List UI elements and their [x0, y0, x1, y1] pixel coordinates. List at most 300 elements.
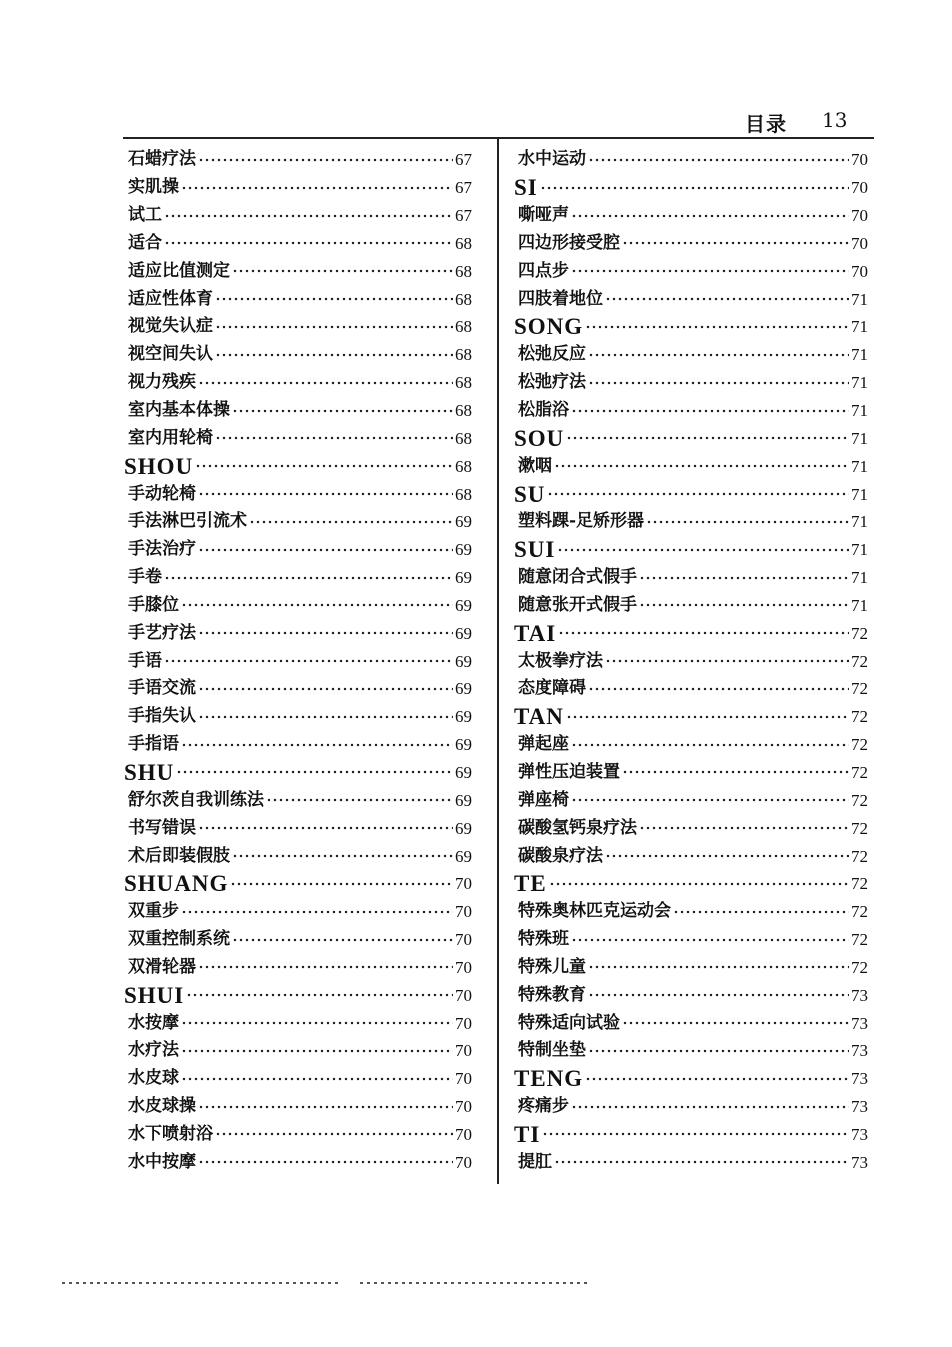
entry-page-number: 67: [455, 206, 472, 226]
entry-page-number: 70: [455, 957, 472, 977]
entry-page-number: 68: [455, 233, 472, 253]
dot-leader: [639, 601, 849, 609]
entry-term: 提肛: [518, 1151, 552, 1172]
index-entry: [124, 1065, 472, 1093]
index-entry: [124, 898, 472, 926]
entry-term: 手法淋巴引流术: [128, 511, 247, 532]
header-title: 目录: [745, 112, 787, 136]
entry-page-number: 70: [851, 206, 868, 226]
dot-leader: [588, 685, 849, 693]
entry-term: 手指语: [128, 734, 179, 755]
entry-term: 四边形接受腔: [518, 232, 620, 253]
heading-pinyin: SONG: [514, 314, 584, 340]
dot-leader: [198, 1158, 453, 1166]
entry-term: 水疗法: [128, 1040, 179, 1061]
dot-leader: [571, 267, 849, 275]
entry-term: 试工: [128, 205, 162, 226]
heading-pinyin: SHOU: [124, 453, 194, 479]
entry-page-number: 69: [455, 595, 472, 615]
dot-leader: [622, 768, 849, 776]
index-section-heading: [514, 619, 868, 647]
dot-leader: [176, 768, 453, 776]
dot-leader: [249, 518, 453, 526]
heading-pinyin: TAI: [514, 620, 557, 646]
index-entry: [514, 257, 868, 285]
heading-pinyin: SHU: [124, 759, 175, 785]
entry-page-number: 73: [851, 1097, 868, 1117]
index-entry: [124, 202, 472, 230]
entry-term: 弹性压迫装置: [518, 761, 620, 782]
entry-term: 松弛反应: [518, 344, 586, 365]
index-entry: [124, 536, 472, 564]
dot-leader: [215, 323, 453, 331]
dot-leader: [588, 1047, 849, 1055]
entry-term: 适应性体育: [128, 288, 213, 309]
entry-page-number: 71: [851, 456, 868, 476]
scan-artifact: [360, 1282, 590, 1284]
entry-page-number: 70: [455, 985, 472, 1005]
dot-leader: [198, 156, 453, 164]
entry-page-number: 69: [455, 735, 472, 755]
dot-leader: [232, 852, 453, 860]
index-entry: [514, 202, 868, 230]
entry-page-number: 68: [455, 317, 472, 337]
heading-pinyin: TAN: [514, 704, 564, 730]
entry-page-number: 71: [851, 373, 868, 393]
dot-leader: [588, 991, 849, 999]
dot-leader: [198, 379, 453, 387]
entry-term: 水皮球操: [128, 1096, 196, 1117]
dot-leader: [198, 824, 453, 832]
index-entry: [514, 786, 868, 814]
dot-leader: [181, 601, 453, 609]
dot-leader: [622, 1019, 849, 1027]
entry-term: 舒尔茨自我训练法: [128, 789, 264, 810]
entry-page-number: 72: [851, 818, 868, 838]
dot-leader: [232, 407, 453, 415]
dot-leader: [566, 713, 849, 721]
index-column-right: [514, 146, 868, 1176]
index-entry: [514, 452, 868, 480]
entry-page-number: 68: [455, 401, 472, 421]
entry-page-number: 69: [455, 540, 472, 560]
entry-page-number: 72: [851, 762, 868, 782]
entry-term: 水中运动: [518, 149, 586, 170]
entry-page-number: 69: [455, 790, 472, 810]
dot-leader: [605, 657, 849, 665]
index-entry: [514, 230, 868, 258]
heading-pinyin: TI: [514, 1121, 541, 1147]
heading-pinyin: SU: [514, 481, 546, 507]
index-entry: [514, 592, 868, 620]
entry-term: 四点步: [518, 260, 569, 281]
entry-term: 手动轮椅: [128, 483, 196, 504]
dot-leader: [198, 490, 453, 498]
entry-term: 双重步: [128, 901, 179, 922]
index-entry: [124, 424, 472, 452]
entry-term: 室内用轮椅: [128, 427, 213, 448]
index-entry: [514, 981, 868, 1009]
index-section-heading: [514, 536, 868, 564]
index-entry: [124, 1037, 472, 1065]
dot-leader: [585, 323, 849, 331]
dot-leader: [164, 212, 453, 220]
dot-leader: [181, 1075, 453, 1083]
dot-leader: [215, 351, 453, 359]
index-entry: [124, 369, 472, 397]
header-page-number: 13: [822, 108, 848, 132]
index-entry: [124, 592, 472, 620]
index-entry: [514, 1093, 868, 1121]
index-entry: [124, 397, 472, 425]
dot-leader: [181, 1047, 453, 1055]
entry-page-number: 68: [455, 345, 472, 365]
dot-leader: [181, 184, 453, 192]
dot-leader: [195, 462, 453, 470]
entry-page-number: 70: [455, 1124, 472, 1144]
dot-leader: [181, 741, 453, 749]
entry-page-number: 68: [455, 484, 472, 504]
entry-page-number: 72: [851, 790, 868, 810]
index-entry: [514, 731, 868, 759]
dot-leader: [215, 1130, 453, 1138]
entry-term: 双重控制系统: [128, 929, 230, 950]
dot-leader: [547, 490, 849, 498]
dot-leader: [549, 880, 849, 888]
dot-leader: [164, 574, 453, 582]
entry-page-number: 71: [851, 401, 868, 421]
entry-page-number: 72: [851, 679, 868, 699]
index-section-heading: [124, 870, 472, 898]
index-entry: [124, 842, 472, 870]
index-entry: [514, 675, 868, 703]
dot-leader: [673, 908, 849, 916]
heading-pinyin: TE: [514, 871, 547, 897]
entry-page-number: 70: [851, 233, 868, 253]
dot-leader: [181, 1019, 453, 1027]
index-entry: [514, 759, 868, 787]
entry-page-number: 68: [455, 456, 472, 476]
entry-page-number: 72: [851, 735, 868, 755]
dot-leader: [164, 657, 453, 665]
entry-page-number: 67: [455, 150, 472, 170]
entry-term: 手膝位: [128, 594, 179, 615]
index-entry: [514, 564, 868, 592]
entry-page-number: 71: [851, 289, 868, 309]
entry-page-number: 71: [851, 317, 868, 337]
index-entry: [514, 647, 868, 675]
entry-term: 手卷: [128, 567, 162, 588]
entry-term: 弹起座: [518, 734, 569, 755]
index-entry: [514, 898, 868, 926]
dot-leader: [230, 880, 453, 888]
index-section-heading: [514, 1121, 868, 1149]
index-entry: [124, 313, 472, 341]
entry-page-number: 73: [851, 1013, 868, 1033]
entry-term: 四肢着地位: [518, 288, 603, 309]
heading-pinyin: SHUI: [124, 982, 185, 1008]
index-section-heading: [514, 480, 868, 508]
dot-leader: [198, 685, 453, 693]
index-section-heading: [514, 424, 868, 452]
entry-term: 水中按摩: [128, 1151, 196, 1172]
entry-page-number: 69: [455, 568, 472, 588]
entry-page-number: 69: [455, 707, 472, 727]
dot-leader: [639, 824, 849, 832]
dot-leader: [542, 1130, 849, 1138]
entry-term: 适应比值测定: [128, 260, 230, 281]
column-divider: [497, 137, 499, 1184]
entry-page-number: 73: [851, 985, 868, 1005]
dot-leader: [266, 796, 453, 804]
index-entry: [124, 675, 472, 703]
index-entry: [124, 953, 472, 981]
entry-term: 特殊儿童: [518, 956, 586, 977]
dot-leader: [232, 936, 453, 944]
entry-page-number: 69: [455, 651, 472, 671]
entry-term: 弹座椅: [518, 789, 569, 810]
entry-term: 手语交流: [128, 678, 196, 699]
index-entry: [514, 842, 868, 870]
entry-term: 水按摩: [128, 1012, 179, 1033]
entry-page-number: 69: [455, 762, 472, 782]
index-entry: [514, 285, 868, 313]
index-entry: [124, 480, 472, 508]
heading-pinyin: SUI: [514, 537, 556, 563]
index-column-left: [124, 146, 472, 1176]
entry-term: 适合: [128, 232, 162, 253]
entry-page-number: 72: [851, 707, 868, 727]
entry-term: 漱咽: [518, 455, 552, 476]
index-entry: [514, 926, 868, 954]
entry-page-number: 70: [455, 902, 472, 922]
index-entry: [124, 786, 472, 814]
entry-page-number: 71: [851, 512, 868, 532]
entry-page-number: 70: [851, 150, 868, 170]
entry-term: 碳酸氢钙泉疗法: [518, 817, 637, 838]
dot-leader: [186, 991, 453, 999]
entry-term: 实肌操: [128, 177, 179, 198]
entry-page-number: 70: [455, 930, 472, 950]
entry-page-number: 71: [851, 345, 868, 365]
dot-leader: [571, 796, 849, 804]
entry-page-number: 72: [851, 930, 868, 950]
entry-term: 态度障碍: [518, 678, 586, 699]
entry-page-number: 69: [455, 623, 472, 643]
entry-page-number: 71: [851, 484, 868, 504]
dot-leader: [585, 1075, 849, 1083]
entry-page-number: 69: [455, 679, 472, 699]
dot-leader: [198, 963, 453, 971]
scan-artifact: [62, 1282, 342, 1284]
entry-term: 特殊班: [518, 929, 569, 950]
entry-page-number: 70: [455, 874, 472, 894]
entry-term: 松弛疗法: [518, 372, 586, 393]
index-entry: [124, 1093, 472, 1121]
dot-leader: [164, 239, 453, 247]
entry-page-number: 72: [851, 651, 868, 671]
dot-leader: [646, 518, 849, 526]
index-entry: [124, 257, 472, 285]
entry-page-number: 68: [455, 428, 472, 448]
index-section-heading: [514, 870, 868, 898]
entry-page-number: 72: [851, 874, 868, 894]
dot-leader: [232, 267, 453, 275]
entry-term: 视空间失认: [128, 344, 213, 365]
index-section-heading: [124, 981, 472, 1009]
entry-term: 松脂浴: [518, 400, 569, 421]
heading-pinyin: SHUANG: [124, 871, 229, 897]
dot-leader: [622, 239, 849, 247]
index-entry: [124, 731, 472, 759]
dot-leader: [215, 295, 453, 303]
dot-leader: [215, 434, 453, 442]
entry-page-number: 72: [851, 957, 868, 977]
index-section-heading: [514, 1065, 868, 1093]
entry-term: 随意张开式假手: [518, 594, 637, 615]
index-entry: [124, 619, 472, 647]
index-entry: [514, 1009, 868, 1037]
index-entry: [124, 814, 472, 842]
entry-term: 太极拳疗法: [518, 650, 603, 671]
entry-page-number: 68: [455, 289, 472, 309]
entry-page-number: 71: [851, 595, 868, 615]
dot-leader: [588, 379, 849, 387]
index-entry: [124, 1148, 472, 1176]
index-entry: [514, 341, 868, 369]
index-entry: [124, 174, 472, 202]
heading-pinyin: SOU: [514, 425, 565, 451]
dot-leader: [198, 546, 453, 554]
entry-page-number: 69: [455, 512, 472, 532]
heading-pinyin: SI: [514, 175, 538, 201]
dot-leader: [571, 407, 849, 415]
index-entry: [514, 369, 868, 397]
entry-page-number: 72: [851, 846, 868, 866]
dot-leader: [566, 434, 849, 442]
entry-page-number: 70: [851, 178, 868, 198]
entry-term: 视觉失认症: [128, 316, 213, 337]
dot-leader: [558, 629, 849, 637]
index-entry: [514, 1037, 868, 1065]
index-entry: [514, 146, 868, 174]
index-section-heading: [514, 703, 868, 731]
entry-term: 石蜡疗法: [128, 149, 196, 170]
index-entry: [124, 341, 472, 369]
index-entry: [514, 397, 868, 425]
entry-page-number: 70: [455, 1013, 472, 1033]
entry-page-number: 68: [455, 373, 472, 393]
dot-leader: [554, 1158, 849, 1166]
dot-leader: [571, 741, 849, 749]
entry-term: 术后即装假肢: [128, 845, 230, 866]
entry-term: 碳酸泉疗法: [518, 845, 603, 866]
entry-page-number: 73: [851, 1041, 868, 1061]
index-entry: [124, 146, 472, 174]
index-section-heading: [124, 759, 472, 787]
dot-leader: [554, 462, 849, 470]
entry-term: 手语: [128, 650, 162, 671]
index-entry: [124, 508, 472, 536]
dot-leader: [588, 156, 849, 164]
entry-page-number: 71: [851, 540, 868, 560]
entry-term: 特殊适向试验: [518, 1012, 620, 1033]
entry-term: 水下喷射浴: [128, 1123, 213, 1144]
entry-page-number: 72: [851, 902, 868, 922]
entry-term: 手法治疗: [128, 539, 196, 560]
entry-page-number: 73: [851, 1124, 868, 1144]
entry-page-number: 71: [851, 428, 868, 448]
entry-page-number: 73: [851, 1152, 868, 1172]
dot-leader: [540, 184, 849, 192]
entry-page-number: 72: [851, 623, 868, 643]
index-section-heading: [124, 452, 472, 480]
heading-pinyin: TENG: [514, 1066, 584, 1092]
dot-leader: [198, 1103, 453, 1111]
dot-leader: [198, 629, 453, 637]
dot-leader: [588, 351, 849, 359]
entry-page-number: 70: [851, 261, 868, 281]
entry-term: 双滑轮器: [128, 956, 196, 977]
entry-term: 塑料踝-足矫形器: [518, 511, 645, 532]
entry-page-number: 70: [455, 1097, 472, 1117]
index-entry: [124, 1009, 472, 1037]
entry-page-number: 71: [851, 568, 868, 588]
dot-leader: [571, 212, 849, 220]
entry-term: 手艺疗法: [128, 622, 196, 643]
entry-page-number: 67: [455, 178, 472, 198]
index-entry: [124, 647, 472, 675]
dot-leader: [639, 574, 849, 582]
index-entry: [124, 285, 472, 313]
index-entry: [514, 953, 868, 981]
entry-term: 特殊奥林匹克运动会: [518, 901, 671, 922]
entry-page-number: 68: [455, 261, 472, 281]
dot-leader: [571, 936, 849, 944]
dot-leader: [198, 713, 453, 721]
entry-term: 视力残疾: [128, 372, 196, 393]
index-entry: [124, 564, 472, 592]
index-entry: [514, 814, 868, 842]
entry-term: 书写错误: [128, 817, 196, 838]
index-entry: [124, 926, 472, 954]
entry-term: 水皮球: [128, 1068, 179, 1089]
dot-leader: [571, 1103, 849, 1111]
dot-leader: [557, 546, 849, 554]
index-section-heading: [514, 313, 868, 341]
dot-leader: [605, 852, 849, 860]
dot-leader: [605, 295, 849, 303]
dot-leader: [588, 963, 849, 971]
index-entry: [124, 703, 472, 731]
index-entry: [514, 1148, 868, 1176]
dot-leader: [181, 908, 453, 916]
entry-page-number: 70: [455, 1152, 472, 1172]
entry-page-number: 69: [455, 846, 472, 866]
entry-page-number: 69: [455, 818, 472, 838]
entry-term: 疼痛步: [518, 1096, 569, 1117]
index-entry: [124, 230, 472, 258]
entry-term: 嘶哑声: [518, 205, 569, 226]
entry-term: 特制坐垫: [518, 1040, 586, 1061]
entry-page-number: 70: [455, 1069, 472, 1089]
index-section-heading: [514, 174, 868, 202]
index-entry: [514, 508, 868, 536]
entry-page-number: 73: [851, 1069, 868, 1089]
entry-term: 特殊教育: [518, 984, 586, 1005]
entry-term: 随意闭合式假手: [518, 567, 637, 588]
index-entry: [124, 1121, 472, 1149]
